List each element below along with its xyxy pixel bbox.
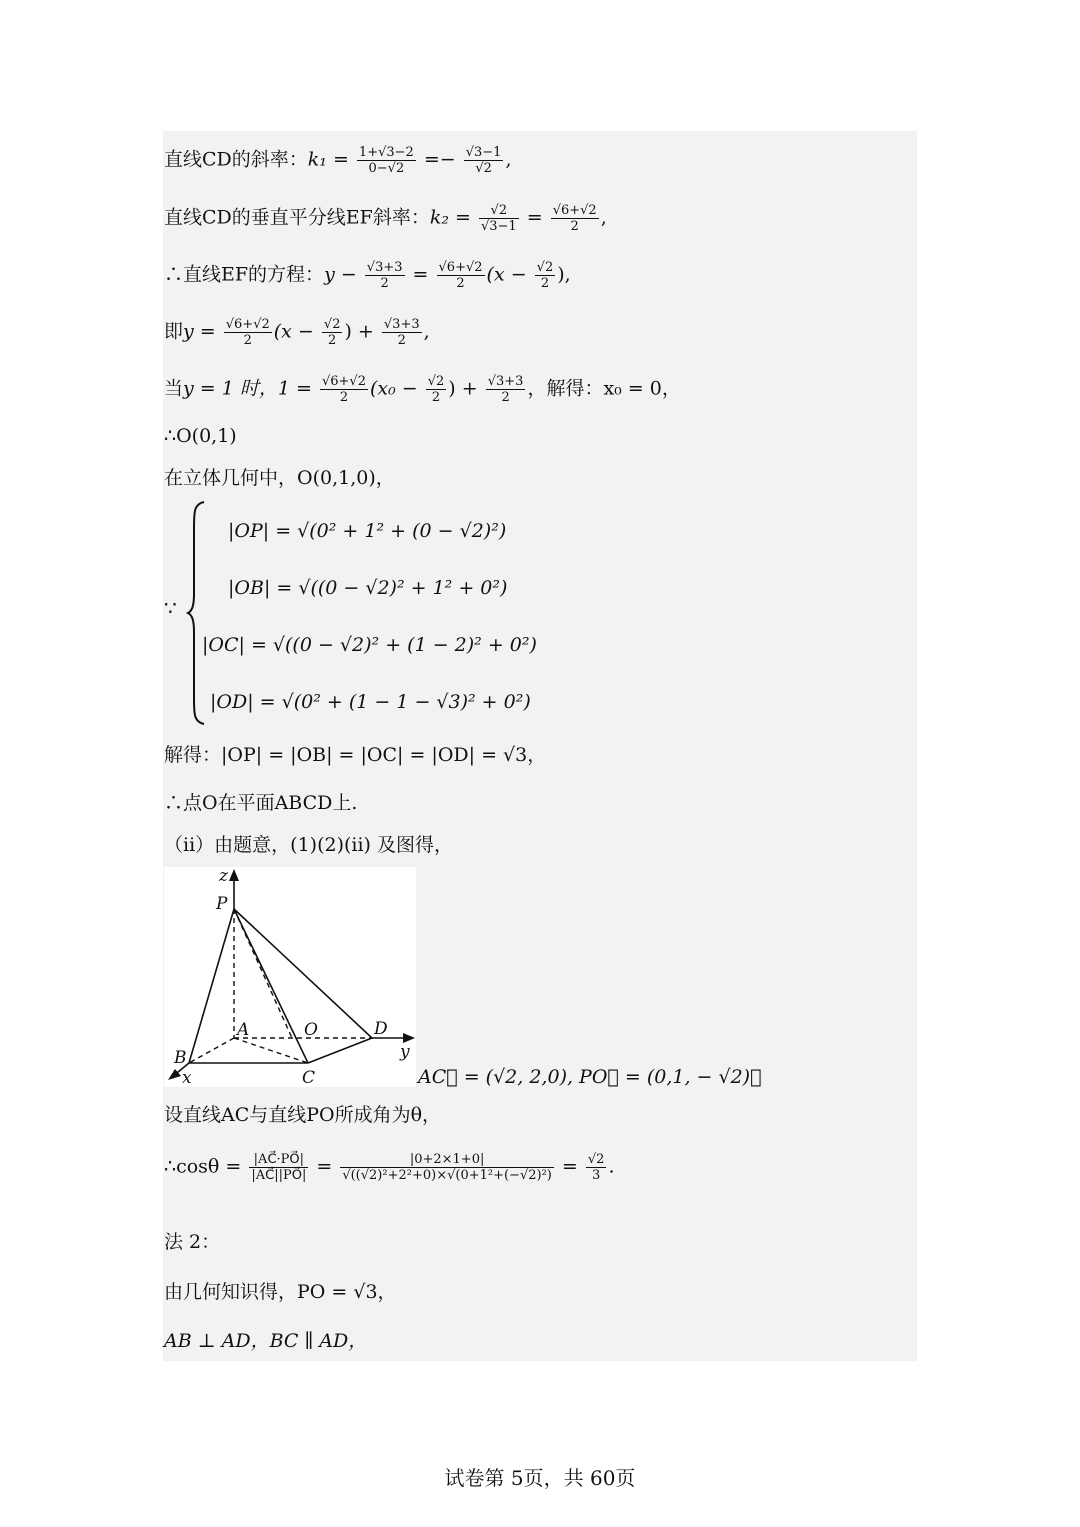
line-equal-lengths: 解得：|OP| = |OB| = |OC| = |OD| = √3， <box>164 744 547 766</box>
fraction: $\frac{√2}{3}$ <box>587 1152 605 1183</box>
line-perpendicular-parallel: AB ⊥ AD，BC ∥ AD， <box>164 1330 368 1352</box>
pyramid-figure <box>164 867 416 1087</box>
fraction: $\frac{√6+√2}{2}$ <box>552 203 597 234</box>
label-c: C <box>302 1068 316 1087</box>
line-slope-ef: 直线CD的垂直平分线EF斜率：k₂ = $\frac{√2}{√3-1}$ = $\frac{√6+√2}{2}$ , <box>164 203 607 234</box>
fraction: $\frac{|0+2\times 1+0|}{\text{√((√2)²+2²+0)×√(0+1²+(−√2)²)}}$ <box>342 1152 552 1183</box>
label-z: z <box>219 867 228 886</box>
fraction: $\frac{√2}{2}$ <box>427 374 445 405</box>
equation-oc: |OC| = √((0 − √2)² + (1 − 2)² + 0²) <box>202 634 537 656</box>
line-point-o: ∴O(0,1) <box>164 425 237 447</box>
fraction: $\frac{√6+√2}{2}$ <box>225 317 270 348</box>
label-p: P <box>216 894 228 914</box>
fraction: $\frac{√3+3}{2}$ <box>366 260 403 291</box>
line-y-expression: 即y = $\frac{√6+√2}{2}$ (x − $\frac{√2}{2}$ ) + $\frac{√3+3}{2}$ , <box>164 317 430 348</box>
fraction: $\frac{√2}{2}$ <box>323 317 341 348</box>
fraction: $\frac{√6+√2}{2}$ <box>321 374 366 405</box>
fraction: $\frac{√3+3}{2}$ <box>487 374 524 405</box>
fraction: $\frac{1+√3-2}{0-√2}$ <box>358 145 414 176</box>
label-o: O <box>304 1020 318 1040</box>
line-angle-theta: 设直线AC与直线PO所成角为θ， <box>164 1104 442 1126</box>
line-po-length: 由几何知识得，PO = √3， <box>164 1281 397 1303</box>
line-part-ii: （ii）由题意，(1)(2)(ii) 及图得， <box>164 834 453 856</box>
equation-ob: |OB| = √((0 − √2)² + 1² + 0²) <box>228 577 508 599</box>
left-brace-icon <box>186 498 206 728</box>
line-slope-cd: 直线CD的斜率：k₁ = $\frac{1+√3-2}{0-√2}$ =− $\frac{√3-1}{√2}$ , <box>164 145 512 176</box>
fraction: $\frac{√3-1}{√2}$ <box>465 145 502 176</box>
z-arrow-icon <box>229 869 239 881</box>
line-ef-equation: ∴直线EF的方程：y − $\frac{√3+3}{2}$ = $\frac{√6+√2}{2}$ (x − $\frac{√2}{2}$ ), <box>164 260 571 291</box>
label-x: x <box>182 1068 192 1087</box>
fraction: $\frac{√2}{2}$ <box>536 260 554 291</box>
fraction: $\frac{√3+3}{2}$ <box>383 317 420 348</box>
page-footer: 试卷第 5页，共 60页 <box>444 1466 636 1490</box>
line-o-in-plane: ∴点O在平面ABCD上. <box>164 792 358 814</box>
label-y: y <box>400 1042 410 1062</box>
line-method-2: 法 2： <box>164 1231 221 1253</box>
line-cos-theta: ∴cosθ = $\frac{|AC⃗\cdot PO⃗|}{|AC⃗||PO⃗|}$ = $\frac{|0+2\times 1+0|}{\text{√((√2)²+2²+0)×√(0+1²+(−√2)²)}}$ = $\frac{√2}{3}$ . <box>164 1152 615 1183</box>
because-symbol: ∵ <box>164 596 177 620</box>
label-b: B <box>174 1048 187 1068</box>
equation-system <box>164 498 544 728</box>
label-a: A <box>237 1020 250 1040</box>
equation-op: |OP| = √(0² + 1² + (0 − √2)²) <box>228 520 507 542</box>
label-d: D <box>374 1019 388 1039</box>
fraction: $\frac{|AC⃗\cdot PO⃗|}{|AC⃗||PO⃗|}$ <box>251 1152 307 1183</box>
fraction: $\frac{√6+√2}{2}$ <box>438 260 483 291</box>
line-vectors: AC⃗ = (√2, 2,0), PO⃗ = (0,1, − √2)， <box>418 1066 762 1088</box>
equation-od: |OD| = √(0² + (1 − 1 − √3)² + 0²) <box>210 691 531 713</box>
line-3d-point-o: 在立体几何中，O(0,1,0)， <box>164 467 395 489</box>
pyramid-diagram <box>164 867 416 1087</box>
fraction: $\frac{√2}{√3-1}$ <box>480 203 517 234</box>
line-solve-x0: 当y = 1 时，1 = $\frac{√6+√2}{2}$ (x₀ − $\frac{√2}{2}$ ) + $\frac{√3+3}{2}$ ，解得：x₀ = 0， <box>164 374 681 405</box>
